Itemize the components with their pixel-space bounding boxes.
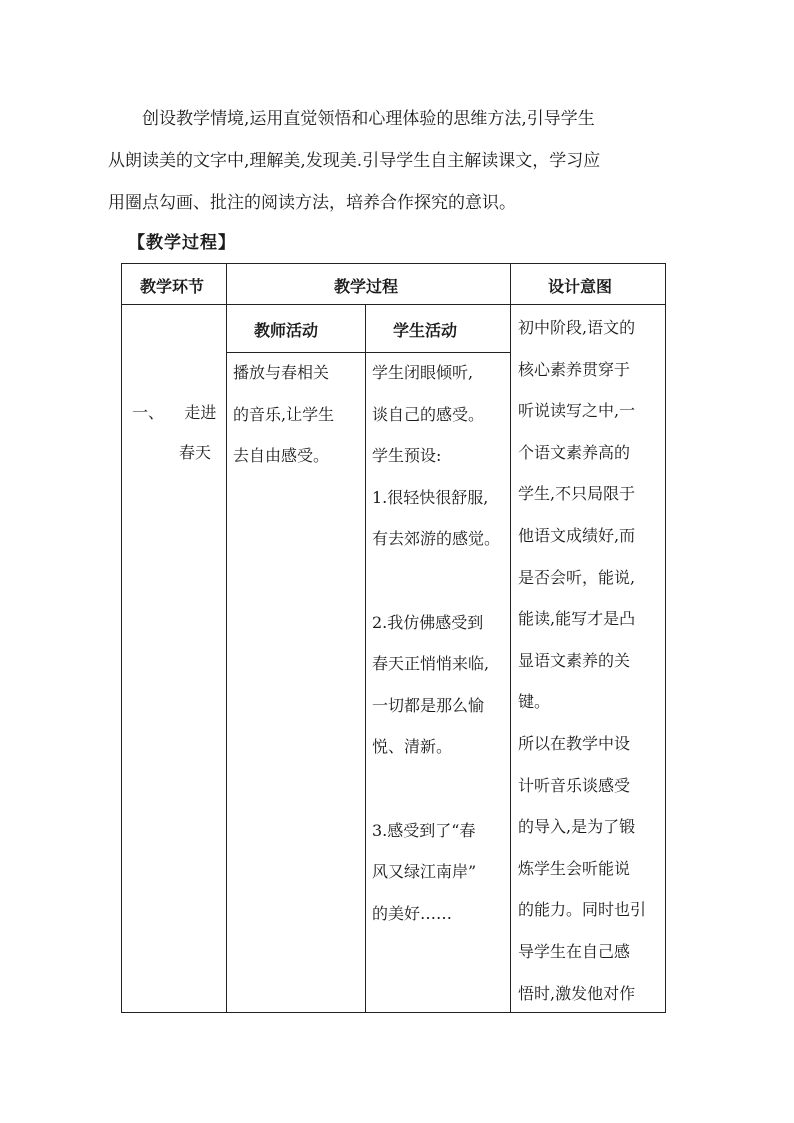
student-line: 1.很轻快很舒服,	[372, 487, 489, 507]
intro-line-1: 创设教学情境,运用直觉领悟和心理体验的思维方法,引导学生	[142, 109, 595, 129]
student-line: 有去郊游的感觉。	[372, 529, 501, 549]
intent-line: 键。	[518, 692, 551, 712]
table-border-top	[121, 263, 666, 264]
stage-column-divider	[226, 263, 227, 1013]
intent-line: 学生,不只局限于	[518, 484, 636, 504]
subheader-teacher: 教师活动	[254, 321, 319, 340]
teacher-line: 去自由感受。	[233, 446, 330, 466]
design-intent	[518, 307, 666, 1014]
subheader-student: 学生活动	[393, 321, 458, 340]
student-line	[372, 768, 512, 810]
table-header-divider	[121, 304, 666, 305]
student-line: 的美好……	[372, 903, 453, 923]
intent-line: 的导入,是为了锻	[518, 817, 636, 837]
intent-line: 显语文素养的关	[518, 650, 631, 670]
student-line: 悦、清新。	[372, 737, 453, 757]
student-line: 谈自己的感受。	[372, 404, 485, 424]
student-line: 风又绿江南岸”	[372, 862, 477, 882]
intent-line: 所以在教学中设	[518, 733, 631, 753]
table-border-left	[121, 263, 122, 1013]
student-line: 春天正悄悄来临,	[372, 654, 490, 674]
intro-line-2: 从朗读美的文字中,理解美,发现美.引导学生自主解读课文，学习应	[108, 151, 601, 171]
student-line: 3.感受到了“春	[372, 820, 476, 840]
student-line: 学生预设:	[372, 446, 442, 466]
teacher-student-divider	[365, 304, 366, 1013]
student-line: 学生闭眼倾听,	[372, 363, 474, 382]
intent-line: 初中阶段,语文的	[518, 318, 636, 337]
intent-line: 能读,能写才是凸	[518, 609, 636, 629]
intro-paragraph	[108, 98, 688, 224]
teacher-activity	[233, 352, 365, 477]
header-intent: 设计意图	[548, 277, 613, 296]
intent-line: 导学生在自己感	[518, 941, 631, 961]
intent-line: 个语文素养高的	[518, 442, 631, 462]
student-line	[372, 560, 512, 602]
intent-line: 他语文成绩好,而	[518, 525, 636, 545]
stage-line-1: 一、 走进	[132, 403, 217, 422]
student-activity	[372, 352, 512, 934]
stage-line-2: 春天	[179, 443, 212, 462]
intent-line: 听说读写之中,一	[518, 401, 636, 421]
intent-line: 炼学生会听能说	[518, 858, 631, 878]
intent-line: 悟时,激发他对作	[518, 983, 636, 1003]
teacher-line: 播放与春相关	[233, 363, 330, 382]
intent-line: 的能力。同时也引	[518, 900, 647, 920]
header-stage: 教学环节	[140, 277, 205, 296]
intent-line: 核心素养贯穿于	[518, 359, 631, 379]
intro-line-3: 用圈点勾画、批注的阅读方法，培养合作探究的意识。	[108, 193, 516, 213]
teacher-line: 的音乐,让学生	[233, 404, 335, 424]
intent-line: 计听音乐谈感受	[518, 775, 631, 795]
section-title: 【教学过程】	[128, 233, 236, 253]
intent-line: 是否会听，能说,	[518, 567, 636, 587]
student-line: 2.我仿佛感受到	[372, 612, 484, 632]
student-line: 一切都是那么愉	[372, 695, 485, 715]
header-process: 教学过程	[334, 277, 399, 296]
